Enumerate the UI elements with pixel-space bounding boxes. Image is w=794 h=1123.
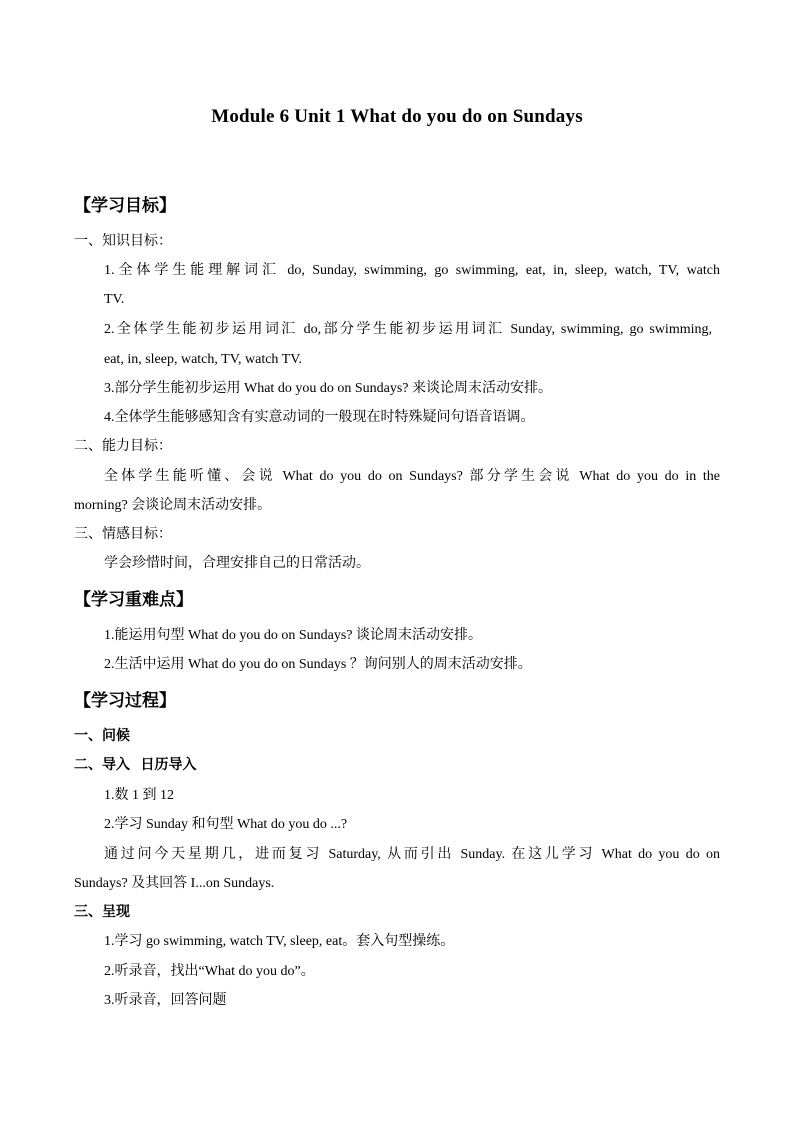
document-title: Module 6 Unit 1 What do you do on Sundays: [211, 106, 583, 127]
ability-goals-heading: 二、能力目标：: [74, 439, 172, 454]
lead-in-item-3-line-2: Sundays? 及其回答 I...on Sundays.: [74, 876, 275, 891]
knowledge-goal-1-line-2: TV.: [104, 292, 125, 307]
key-point-1: 1.能运用句型 What do you do on Sundays? 谈论周末活动安排。: [104, 628, 482, 643]
knowledge-goal-2-line-2: eat, in, sleep, watch, TV, watch TV.: [104, 352, 303, 367]
key-point-2: 2.生活中运用 What do you do on Sundays ？询问别人的周末活动安排。: [104, 657, 532, 672]
process-step-presentation: 三、呈现: [74, 905, 130, 920]
emotion-goals-heading: 三、情感目标：: [74, 527, 172, 542]
knowledge-goal-1-line-1: 1.全体学生能理解词汇 do, Sunday, swimming, go swimming, eat, in, sleep, watch, TV, watch: [104, 263, 720, 278]
lead-in-item-1: 1.数 1 到 12: [104, 788, 174, 803]
process-step-greeting: 一、问候: [74, 729, 130, 744]
lead-in-item-3-line-1: 通过问今天星期几，进而复习 Saturday, 从而引出 Sunday. 在这儿学习 What do you do on: [104, 847, 720, 862]
process-step-lead-in: 二、导入 日历导入: [74, 758, 197, 773]
lead-in-item-2: 2.学习 Sunday 和句型 What do you do ...?: [104, 817, 348, 832]
presentation-item-1: 1.学习 go swimming, watch TV, sleep, eat。套入句型操练。: [104, 934, 455, 949]
knowledge-goals-heading: 一、知识目标：: [74, 234, 172, 249]
section-heading-goals: 【学习目标】: [74, 196, 176, 215]
knowledge-goal-2-line-1: 2.全体学生能初步运用词汇 do,部分学生能初步运用词汇 Sunday, swimming, go swimming,: [104, 322, 712, 337]
ability-goal-line-1: 全体学生能听懂、会说 What do you do on Sundays? 部分学生会说 What do you do in the: [104, 469, 720, 484]
ability-goal-line-2: morning? 会谈论周末活动安排。: [74, 498, 272, 513]
emotion-goal: 学会珍惜时间，合理安排自己的日常活动。: [104, 556, 370, 571]
knowledge-goal-4: 4.全体学生能够感知含有实意动词的一般现在时特殊疑问句语音语调。: [104, 410, 535, 425]
knowledge-goal-3: 3.部分学生能初步运用 What do you do on Sundays? 来谈论周末活动安排。: [104, 381, 552, 396]
presentation-item-3: 3.听录音，回答问题: [104, 993, 227, 1008]
presentation-item-2: 2.听录音，找出“What do you do”。: [104, 964, 315, 979]
section-heading-process: 【学习过程】: [74, 691, 176, 710]
section-heading-key-points: 【学习重难点】: [74, 590, 193, 609]
